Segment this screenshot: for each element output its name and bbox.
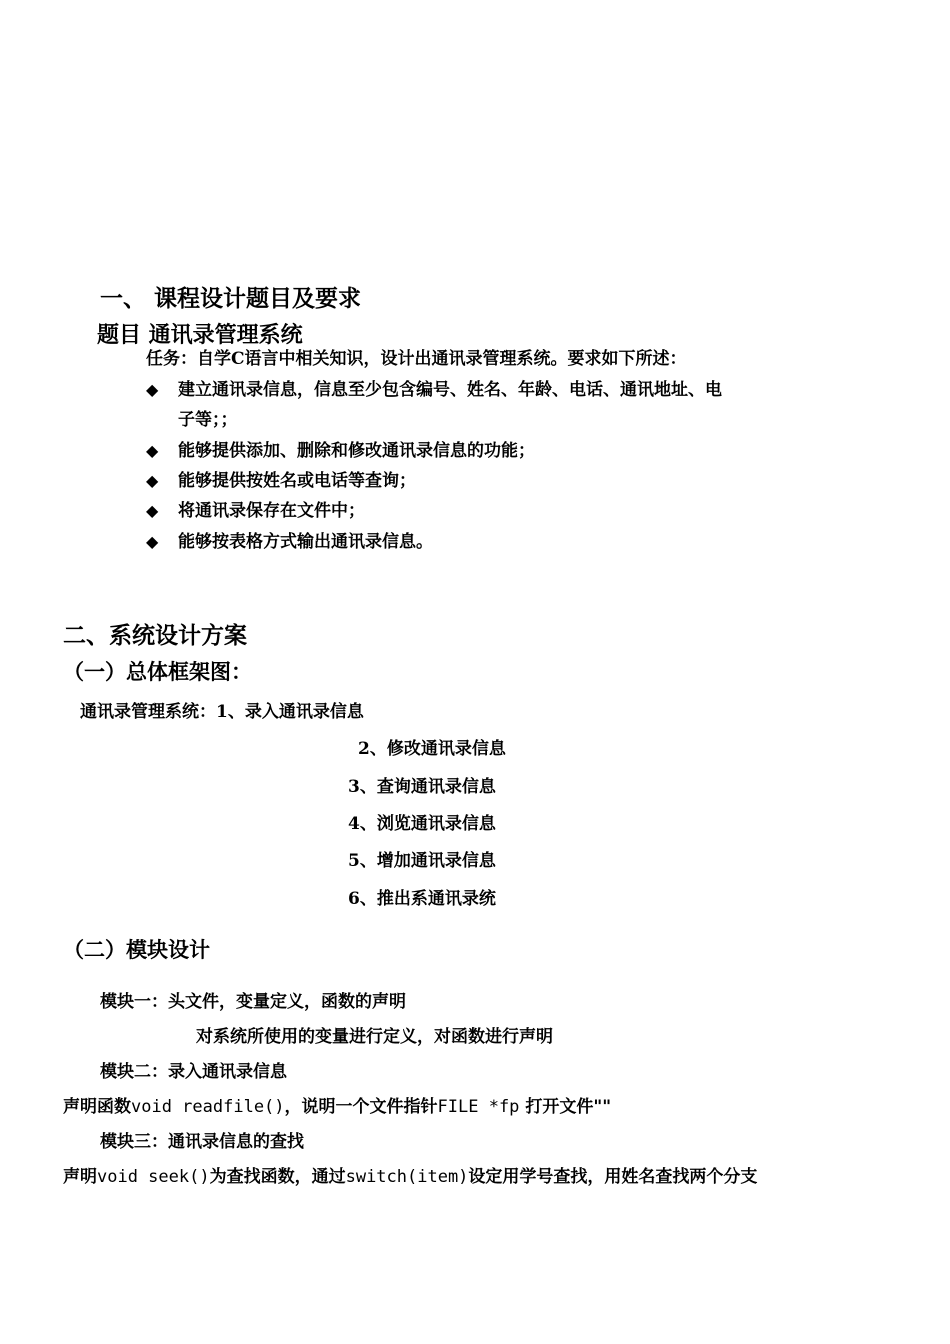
diamond-bullet-icon: ◆ bbox=[146, 441, 159, 460]
module-2-desc-text: 打开文件"" bbox=[519, 1097, 612, 1117]
module-3-desc-text: 声明 bbox=[63, 1167, 97, 1187]
module-2-desc-code: FILE *fp bbox=[437, 1097, 520, 1117]
module-2-desc-text: 声明函数 bbox=[63, 1097, 131, 1117]
diamond-bullet-icon: ◆ bbox=[146, 532, 159, 551]
topic-title: 题目 通讯录管理系统 bbox=[97, 322, 303, 348]
framework-item: 5、增加通讯录信息 bbox=[348, 851, 496, 871]
requirement-item bbox=[146, 382, 722, 399]
requirement-continuation: 子等；； bbox=[178, 410, 238, 430]
requirement-text: 建立通讯录信息，信息至少包含编号、姓名、年龄、电话、通讯地址、电 bbox=[178, 380, 722, 400]
module-2-description bbox=[63, 1099, 611, 1116]
framework-root: 通讯录管理系统：1、录入通讯录信息 bbox=[80, 702, 364, 722]
framework-item: 3、查询通讯录信息 bbox=[348, 777, 496, 797]
framework-item: 6、推出系通讯录统 bbox=[348, 889, 496, 909]
module-1-title: 模块一：头文件，变量定义，函数的声明 bbox=[100, 992, 406, 1012]
requirement-text: 能够按表格方式输出通讯录信息。 bbox=[178, 532, 433, 552]
requirement-item bbox=[146, 534, 433, 551]
module-2-desc-code: void readfile() bbox=[131, 1097, 285, 1117]
module-2-desc-text: ，说明一个文件指针 bbox=[284, 1097, 438, 1117]
diamond-bullet-icon: ◆ bbox=[146, 380, 159, 399]
module-1-description: 对系统所使用的变量进行定义，对函数进行声明 bbox=[196, 1027, 553, 1047]
framework-item: 4、浏览通讯录信息 bbox=[348, 814, 496, 834]
module-2-title: 模块二：录入通讯录信息 bbox=[100, 1062, 287, 1082]
diamond-bullet-icon: ◆ bbox=[146, 471, 159, 490]
diamond-bullet-icon: ◆ bbox=[146, 501, 159, 520]
requirement-item bbox=[146, 473, 416, 490]
module-3-desc-text: 为查找函数，通过 bbox=[209, 1167, 346, 1187]
framework-item: 2、修改通讯录信息 bbox=[358, 739, 506, 759]
module-3-desc-code: switch(item) bbox=[345, 1167, 469, 1187]
requirement-text: 能够提供添加、删除和修改通讯录信息的功能； bbox=[178, 441, 535, 461]
requirement-text: 能够提供按姓名或电话等查询； bbox=[178, 471, 416, 491]
requirement-item bbox=[146, 443, 535, 460]
requirement-item bbox=[146, 503, 365, 520]
module-3-desc-code: void seek() bbox=[97, 1167, 210, 1187]
module-3-desc-text: 设定用学号查找，用姓名查找两个分支 bbox=[468, 1167, 758, 1187]
module-3-description bbox=[63, 1169, 757, 1186]
module-design-heading: （二）模块设计 bbox=[63, 937, 210, 962]
framework-heading: （一）总体框架图： bbox=[63, 659, 252, 684]
section-1-heading: 一、 课程设计题目及要求 bbox=[100, 285, 362, 312]
section-2-heading: 二、系统设计方案 bbox=[63, 622, 247, 649]
task-description: 任务：自学C语言中相关知识，设计出通讯录管理系统。要求如下所述： bbox=[146, 349, 687, 369]
requirement-text: 将通讯录保存在文件中； bbox=[178, 501, 365, 521]
module-3-title: 模块三：通讯录信息的查找 bbox=[100, 1132, 304, 1152]
